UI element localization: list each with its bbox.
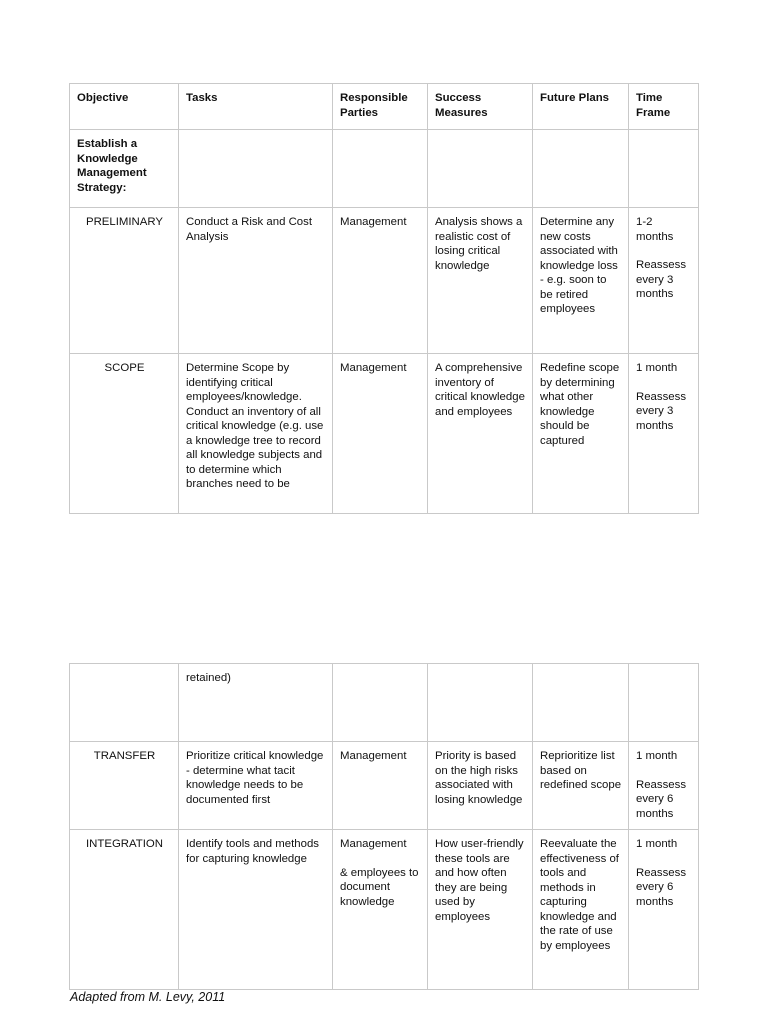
task-cell: retained): [179, 664, 333, 742]
table-row-preliminary: [70, 208, 699, 354]
task-cell: Conduct a Risk and Cost Analysis: [179, 208, 333, 354]
reassess-note: Reassess every 3 months: [636, 259, 687, 300]
plan-cell: Redefine scope by determining what other knowledge should be captured: [533, 354, 629, 514]
empty-cell: [70, 664, 179, 742]
measure-cell: Analysis shows a realistic cost of losing critical knowledge: [428, 208, 533, 354]
party-cell: Management: [333, 208, 428, 354]
objective-cell: INTEGRATION: [70, 830, 179, 990]
time-frame-value: 1 month: [636, 838, 678, 850]
objective-cell: TRANSFER: [70, 742, 179, 830]
task-cell: Prioritize critical knowledge - determine what tacit knowledge needs to be documented first: [179, 742, 333, 830]
empty-cell: [629, 130, 699, 208]
objective-cell: PRELIMINARY: [70, 208, 179, 354]
header-objective: Objective: [70, 84, 179, 130]
strategy-table-page-1: [69, 83, 699, 514]
empty-cell: [533, 130, 629, 208]
objective-cell: SCOPE: [70, 354, 179, 514]
reassess-note: Reassess every 3 months: [636, 390, 687, 432]
plan-cell: Determine any new costs associated with knowledge loss - e.g. soon to be retired employees: [533, 208, 629, 354]
measure-cell: Priority is based on the high risks associated with losing knowledge: [428, 742, 533, 830]
strategy-table-page-2: [69, 663, 699, 990]
header-future-plans: Future Plans: [533, 84, 629, 130]
table-row-transfer: [70, 742, 699, 830]
measure-cell: How user-friendly these tools are and how often they are being used by employees: [428, 830, 533, 990]
empty-cell: [533, 664, 629, 742]
time-cell: [629, 208, 699, 354]
party-cell: Management: [333, 742, 428, 830]
empty-cell: [428, 130, 533, 208]
plan-cell: Reevaluate the effectiveness of tools and methods in capturing knowledge and the rate of use by employees: [533, 830, 629, 990]
time-frame-value: 1 month: [636, 362, 678, 374]
time-cell: [629, 830, 699, 990]
header-success-measures: Success Measures: [428, 84, 533, 130]
header-responsible-parties: Responsible Parties: [333, 84, 428, 130]
party-secondary: & employees to document knowledge: [340, 866, 419, 908]
time-frame-value: 1-2 months: [636, 216, 674, 243]
party-primary: Management: [340, 838, 407, 850]
header-row: [70, 84, 699, 130]
section-title-row: [70, 130, 699, 208]
source-caption: Adapted from M. Levy, 2011: [70, 990, 226, 1004]
time-cell: [629, 354, 699, 514]
header-time-frame: Time Frame: [629, 84, 699, 130]
reassess-note: Reassess every 6 months: [636, 778, 687, 820]
task-cell: Determine Scope by identifying critical employees/knowledge. Conduct an inventory of all critical knowledge (e.g. use a knowledge tree to record all knowledge subjects and to determine which branches need to be: [179, 354, 333, 514]
task-cell: Identify tools and methods for capturing knowledge: [179, 830, 333, 990]
table-row-integration: [70, 830, 699, 990]
party-cell: Management: [333, 354, 428, 514]
header-tasks: Tasks: [179, 84, 333, 130]
empty-cell: [179, 130, 333, 208]
empty-cell: [333, 664, 428, 742]
section-title: Establish a Knowledge Management Strategy:: [70, 130, 179, 208]
time-frame-value: 1 month: [636, 750, 678, 762]
measure-cell: A comprehensive inventory of critical knowledge and employees: [428, 354, 533, 514]
time-cell: [629, 742, 699, 830]
plan-cell: Reprioritize list based on redefined scope: [533, 742, 629, 830]
empty-cell: [428, 664, 533, 742]
party-cell: [333, 830, 428, 990]
empty-cell: [629, 664, 699, 742]
empty-cell: [333, 130, 428, 208]
reassess-note: Reassess every 6 months: [636, 866, 687, 908]
table-row-continued: [70, 664, 699, 742]
table-row-scope: [70, 354, 699, 514]
